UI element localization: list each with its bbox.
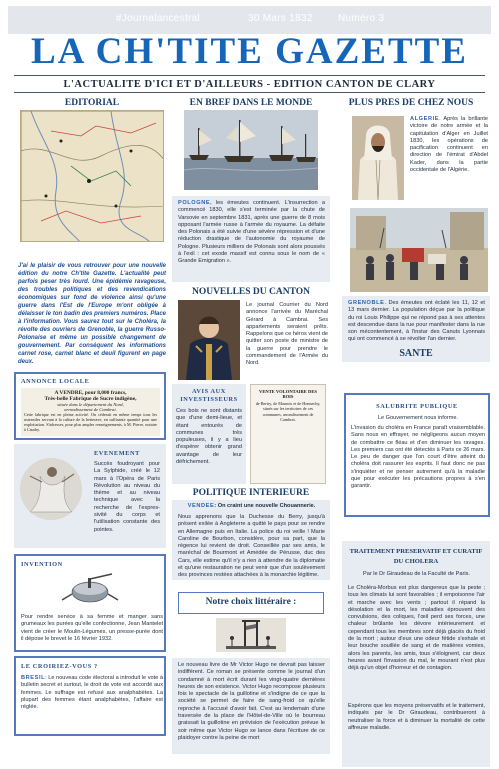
traitement-byline: Par le Dr Giraudeau de la Faculté de Paris. [363, 571, 470, 577]
section-editorial-heading: EDITORIAL [64, 98, 120, 108]
traitement-p2: Espérons que les moyens préservatifs et le traitement, indiqués par le Dr Giraudeau, contribueront à neutraliser la force et à diminuer la mortalité de cette affreuse maladie. [348, 703, 485, 731]
section-pres-heading: PLUS PRES DE CHEZ NOUS [348, 98, 474, 108]
masthead-date: 30 Mars 1832 [248, 13, 313, 24]
politique-panel [172, 500, 330, 580]
annonce-line: arrondissement de Cambrai. [64, 407, 117, 412]
ballerina-image [20, 458, 82, 520]
newspaper-subtitle: L'ACTUALITE D'ICI ET D'AILLEURS - EDITION CANTON DE CLARY [63, 79, 436, 90]
pologne-text [178, 200, 325, 266]
ballerina-drawing [20, 458, 82, 520]
croiriez-body: : Le nouveau code électoral a introduit le vote à bulletin secret et surtout, le droit de vote est accordé aux femmes. Le suffrage est refusé aux analphabètes. La plupart des femmes étant analphabètes, l'affaire est réglée. [21, 675, 163, 711]
guillotine-drawing [216, 618, 286, 652]
litteraire-panel [172, 658, 330, 754]
moulin-drawing [60, 570, 120, 610]
marechal-drawing [178, 300, 240, 380]
sante-text: L'invasion du choléra en France paraît vraisemblable. Sans nous en effrayer, ne négligeons aucun moyen de combattre ce fléau et d'en diminuer les ravages. Les premiers cas ont été détectés à Paris ce 26 mars. Le peu de danger que l'on court d'être atteint du choléra doit rassurer les esprits. Il faut donc ne pas s'inquiéter et ne penser autrement qu'à la maladie que pour exécuter les précautions propres à s'en garantir. [351, 425, 485, 490]
annonce-label: ANNONCE LOCALE [21, 378, 90, 385]
pologne-lead: POLOGNE [178, 200, 211, 206]
politique-text: Nous apprenons que la Duchesse du Berry, jusqu'à présent exilée à Angleterre a quitté le pays pour se rendre en Allemagne puis en Italie. La police du roi veille ! Marie Caroline de Bourbon, considère, pour sa part, que la régence lui revient de droit. Conseillée par ses amis, le maréchal de Bourmont et Amédée de Pérusse, duc des Cars, elle estime qu'il n'y a rien à attendre de la diplomatie et qu'une restauration ne peut venir que d'un soulèvement des provinces restées attachées à la monarchie légitime. [178, 514, 325, 579]
invention-box [14, 554, 166, 652]
bois-clipping-text: de Bertry, de Maurois et de Honnechy, situés sur les territoires de ces communes, arrondissement de Cambrai. [255, 401, 321, 423]
riot-drawing [350, 208, 488, 292]
litteraire-text: Le nouveau livre de Mr Victor Hugo ne devrait pas laisser indifférent. Ce roman se présente comme le journal d'un condamné à mort écrit durant les vingt-quatre dernières heures de son existence. Victor Hugo recompose plusieurs fois le spectacle de la guillotine et s'indigne de ce que la société se permet de faire de sang-froid ce qu'elle reproche à l'accusé d'avoir fait. C'est au lendemain d'une traversée de la place de l'Hôtel-de-Ville où le bourreau graissait la guillotine en prévision de l'exécution prévue le soir même que Victor Hugo se lance dans l'écriture de ce plaidoyer contre la peine de mort [178, 662, 325, 741]
croiriez-text [21, 675, 163, 711]
avis-label: AVIS AUX INVESTISSEURS [180, 388, 238, 403]
annonce-line: A VENDRE, pour 8,000 francs, [54, 390, 127, 396]
section-bref-heading: EN BREF DANS LE MONDE [189, 98, 313, 108]
riot-painting [350, 208, 488, 292]
editorial-text: J'ai le plaisir de vous retrouver pour une nouvelle édition du notre Ch'tite Gazette. L'actualité peut parfois peser très lourd. Une épidémie ravageuse, des troubles politiques et des revendications économiques sur fond de violence ainsi qu'une guerre dans l'Est de l'Europe m'ont obligée à délaisser le ton badin des premiers numéros. Place à l'information. Vous saurez tout sur le Choléra, la révolte des ouvriers de Grenoble, la guerre Russo-Polonaise et même un possible changement de gouvernement. Par conséquent les informations carnet rose, carnet blanc et deuil figurent en page deux. [18, 263, 166, 365]
traitement-heading: TRAITEMENT PRESERVATIF ET CURATIF DU CHOLERA [349, 548, 483, 565]
canton-text: Le journal Courrier du Nord annonce l'arrivée du Maréchal Gérard à Cambrai. Ses appartements seraient prêts. Rappelons que ce héros vient de quitter son poste de ministre de la guerre pour prendre le commandement de l'Armée du Nord. [246, 302, 328, 367]
newspaper-title: LA CH'TITE GAZETTE [31, 31, 468, 72]
algerie-text [410, 116, 488, 174]
masthead-issue: Numéro 3 [338, 13, 385, 24]
annonce-line: Cette fabrique est en pleine activité. On céderait en même temps tous les ustensiles servant à la culture de la betterave, en suffisante quantité pour une exploitation. S'adresser, pour plus amples renseignements, à M. Pierre, notaire à Caudry. [24, 412, 157, 432]
politique-headline [178, 503, 325, 510]
section-sante-heading: SANTE [399, 348, 433, 359]
sante-lead: Le Gouvernement nous informe. [377, 415, 459, 421]
fleet-painting [184, 110, 318, 190]
traitement-p1: Le Choléra-Morbus est plus dangereux que la peste ; tous les climats lui sont favorables ; il empoisonne l'air et marche avec les vents ; partout il répand la désolation et la mort, les maladies éprouvent des convulsions, des coliques, l'œil perd ses forces, une chaleur brûlante les dévore intérieurement et cependant tous les membres sont déjà glacés du froid de la mort ; autour d'eux une odeur fétide s'exhale et leur bouche souillée de sang et de matières vomies, alors les parents, les amis, tous s'éloignent, car deux heures avant l'invasion du mal, le mourant n'est plus déjà qu'un objet d'horreur et de contagion. [348, 585, 485, 672]
abdelkader-portrait [352, 116, 404, 200]
avis-text: Ces bois ne sont distants que d'une demi-lieue, et étant entourés de communes très populeuses, il y a lieu d'espérer obtenir grand avantage de leur défrichement. [176, 408, 242, 466]
section-politique-heading: POLITIQUE INTERIEURE [192, 488, 310, 498]
masthead-hashtag: #Journalancestral [116, 13, 201, 24]
croiriez-lead: BRESIL [21, 675, 46, 681]
section-nouvelles-heading: NOUVELLES DU CANTON [191, 287, 311, 297]
politique-headline-text: : On craint une nouvelle Chouannerie. [214, 503, 316, 509]
evenement-panel [14, 444, 166, 548]
sante-box [344, 393, 490, 517]
traitement-panel [342, 541, 490, 767]
grenoble-lead: GRENOBLE [348, 300, 385, 306]
fleet-drawing [184, 110, 318, 190]
choix-heading-box [178, 592, 324, 614]
avis-panel [172, 384, 246, 484]
annonce-line: Très-belle Fabrique de Sucre indigène, [44, 396, 137, 402]
politique-lead: VENDEE [187, 503, 215, 509]
annonce-line: située dans le département du Nord, [57, 402, 124, 407]
guillotine-image [216, 618, 286, 652]
grenoble-body: . Des émeutes ont éclaté les 11, 12 et 13 mars dernier. La population déçue par la politique du roi Louis Philippe qui ne répond pas à ses attentes est descendue dans la rue pour manifester dans la rue son mécontentement, à l'instar des Canuts Lyonnais qui ont commencé à se révolter l'an dernier. [348, 300, 485, 343]
algerie-lead: ALGERIE [410, 116, 440, 122]
choix-heading: Notre choix littéraire : [205, 597, 297, 607]
croiriez-box [14, 656, 166, 736]
marechal-portrait [178, 300, 240, 380]
moulin-image [60, 570, 120, 610]
pologne-body: , les émeutes continuent. L'insurrection a commencé 1830, elle s'est terminée par la chute de Varsovie en septembre 1831, après une guerre de 8 mois opposant l'armée russe à l'armée du royaume. La défaite des Polonais a été suivie d'une sévère répression et d'une réduction drastique de l'autonomie du royaume de Pologne. Plusieurs milliers de Polonais sont alors poussés à l'exil : cet exode massif est connu sous le nom de « Grande Emigration ». [178, 200, 325, 265]
croiriez-label: LE CROIRIEZ-VOUS ? [21, 663, 98, 670]
sante-label: SALUBRITE PUBLIQUE [376, 403, 458, 410]
evenement-label: EVENEMENT [94, 450, 140, 457]
abdelkader-drawing [352, 116, 404, 200]
pologne-panel [172, 196, 330, 282]
algerie-body: . Après la brillante victoire de notre armée et la capitulation d'Alger en Juillet 1830, les opérations de pacification continuent en direction de l'émirat d'Abdel Kader, dans la partie occidentale de l'Algérie. [410, 116, 488, 174]
divider [14, 75, 485, 76]
invention-text: Pour rendre service à sa femme et manger sans grumeaux les purées qu'elle confectionne, Jean Mantelet vient de créer le Moulin-Légumes, un presse-purée dont il dépose le brevet le 16 février 1932. [21, 614, 163, 642]
annonce-clipping [21, 388, 160, 436]
annonce-locale-box [14, 372, 166, 440]
bois-clipping-title: VENTE VOLONTAIRE DES BOIS [259, 389, 317, 399]
map-image [20, 110, 164, 242]
map-drawing [21, 111, 164, 242]
divider [14, 92, 485, 93]
bois-clipping [250, 384, 326, 484]
invention-label: INVENTION [21, 561, 63, 568]
evenement-text: Succès foudroyant pour La Sylphide, créé le 12 mars à l'Opéra de Paris Révolution au niveau du thème et au niveau technique avec la recherche de l'expres-sivité du corps et l'utilisation constante des pointes. [94, 461, 160, 533]
grenoble-text [348, 300, 485, 344]
